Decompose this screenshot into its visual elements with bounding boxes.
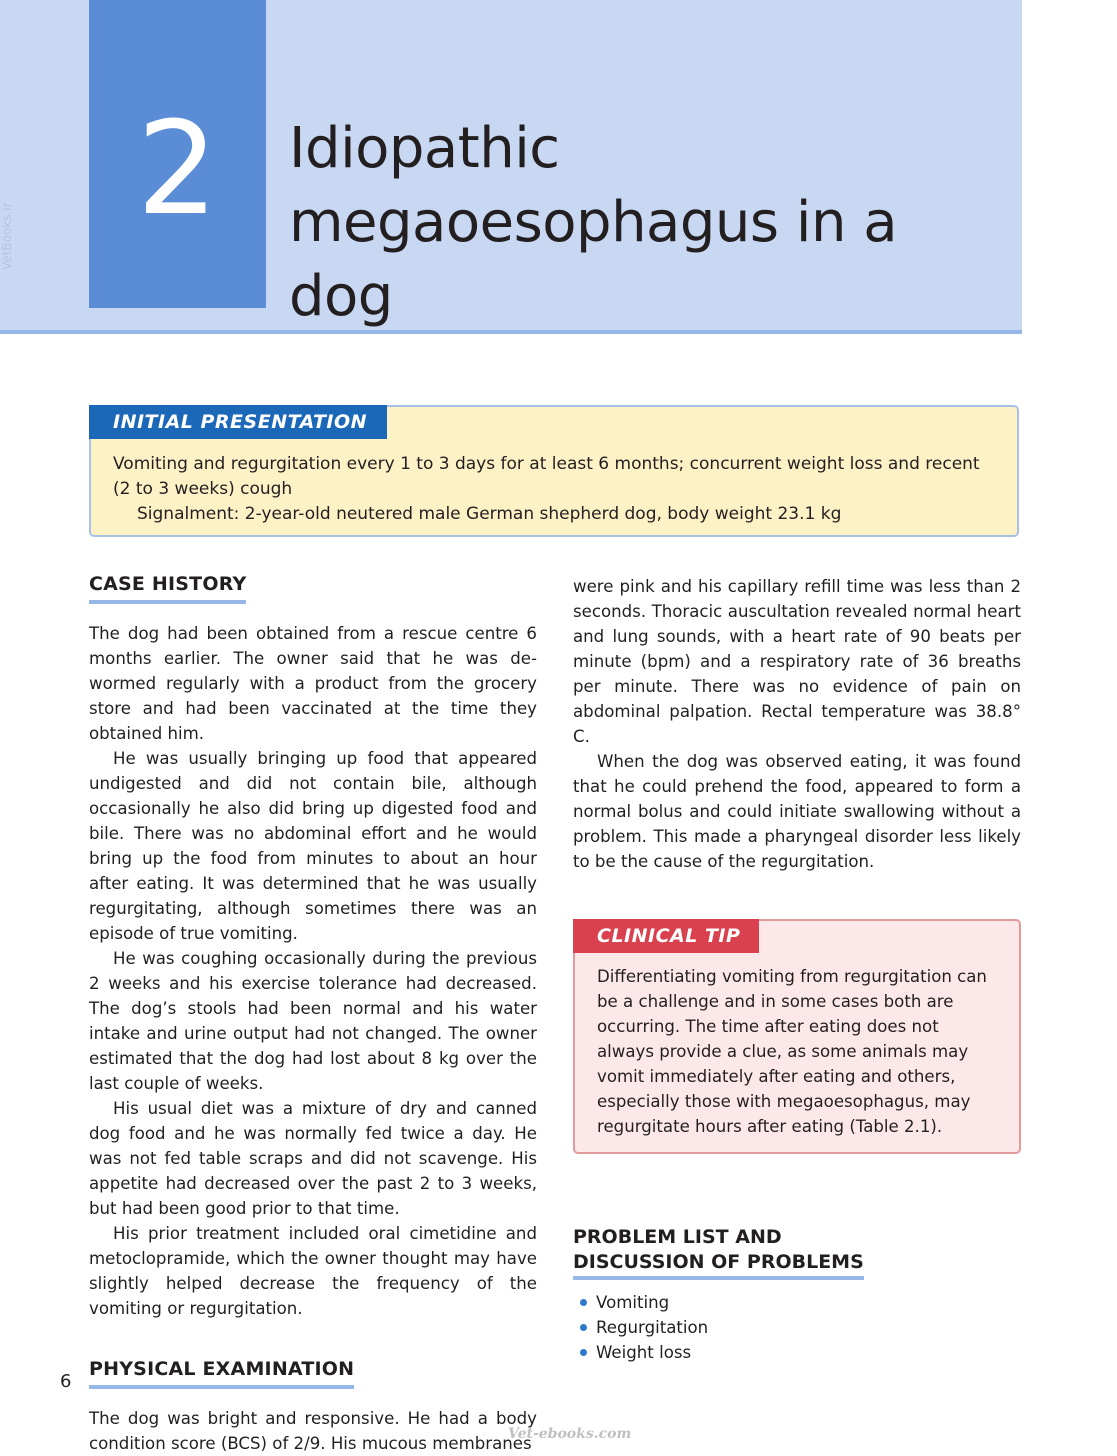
left-column — [89, 572, 537, 1456]
initial-presentation-label: INITIAL PRESENTATION — [89, 405, 387, 439]
problem-list — [580, 1290, 708, 1365]
clinical-tip-box — [573, 919, 1021, 1154]
case-history-paragraph: He was usually bringing up food that appeared undigested and did not contain bile, although occasionally he also did bring up digested food and bile. There was no abdominal effort and he would bring up the food from minutes to about an hour after eating. It was determined that he was usually regurgitating, although sometimes there was an episode of true vomiting. — [89, 749, 537, 943]
side-watermark: VetBooks.ir — [0, 202, 14, 270]
clinical-tip-text: Differentiating vomiting from regurgitation can be a challenge and in some cases both are occurring. The time after eating does not always provide a clue, as some animals may vomit immediately after eating and others, especially those with megaoesophagus, may regurgitate hours after eating (Table 2.1). — [597, 967, 987, 1136]
case-history-paragraph: The dog had been obtained from a rescue centre 6 months earlier. The owner said that he was de-wormed regularly with a product from the grocery store and had been vaccinated at the time they obtained him. — [89, 624, 537, 743]
case-history-paragraph: His usual diet was a mixture of dry and canned dog food and he was normally fed twice a day. He was not fed table scraps and did not scavenge. His appetite had decreased over the past 2 to 3 weeks, but had been good prior to that time. — [89, 1099, 537, 1218]
physical-examination-paragraph-2: When the dog was observed eating, it was found that he could prehend the food, appeared to form a normal bolus and could initiate swallowing without a problem. This made a pharyngeal disorder less likely to be the cause of the regurgitation. — [573, 752, 1021, 871]
physical-examination-paragraph: The dog was bright and responsive. He had a body condition score (BCS) of 2/9. His mucous membranes — [89, 1409, 537, 1453]
chapter-number: 2 — [136, 95, 219, 244]
physical-examination-heading: PHYSICAL EXAMINATION — [89, 1357, 354, 1389]
list-item: Weight loss — [580, 1340, 708, 1365]
case-history-heading: CASE HISTORY — [89, 572, 246, 604]
case-history-paragraph: He was coughing occasionally during the previous 2 weeks and his exercise tolerance had decreased. The dog’s stools had been normal and his water intake and urine output had not changed. The owner estimated that the dog had lost about 8 kg over the last couple of weeks. — [89, 949, 537, 1093]
initial-presentation-box — [89, 405, 1019, 537]
page-number: 6 — [60, 1371, 72, 1392]
list-item: Regurgitation — [580, 1315, 708, 1340]
physical-examination-continued: were pink and his capillary refill time was less than 2 seconds. Thoracic auscultation revealed normal heart and lung sounds, with a heart rate of 90 beats per minute (bpm) and a respiratory rate of 36 breaths per minute. There was no evidence of pain on abdominal palpation. Rectal temperature was 38.8° C. — [573, 577, 1021, 746]
list-item: Vomiting — [580, 1290, 708, 1315]
clinical-tip-label: CLINICAL TIP — [573, 919, 759, 953]
footer-logo: Vet-ebooks.com — [508, 1426, 632, 1442]
right-column — [573, 574, 1021, 874]
initial-presentation-text: Vomiting and regurgitation every 1 to 3 days for at least 6 months; concurrent weight loss and recent (2 to 3 weeks) cough — [113, 454, 980, 499]
chapter-title-line1: Idiopathic — [289, 116, 560, 181]
problem-list-heading — [573, 1225, 1021, 1280]
chapter-title-line2: megaoesophagus in a dog — [289, 190, 898, 329]
chapter-header — [0, 0, 1022, 334]
signalment-text: Signalment: 2-year-old neutered male German shepherd dog, body weight 23.1 kg — [137, 504, 842, 524]
problem-list-heading-line2: DISCUSSION OF PROBLEMS — [573, 1251, 864, 1273]
chapter-title — [289, 112, 1009, 334]
chapter-number-box — [89, 0, 266, 308]
case-history-paragraph: His prior treatment included oral cimetidine and metoclopramide, which the owner thought may have slightly helped decrease the frequency of the vomiting or regurgitation. — [89, 1224, 537, 1318]
problem-list-heading-line1: PROBLEM LIST AND — [573, 1226, 782, 1248]
